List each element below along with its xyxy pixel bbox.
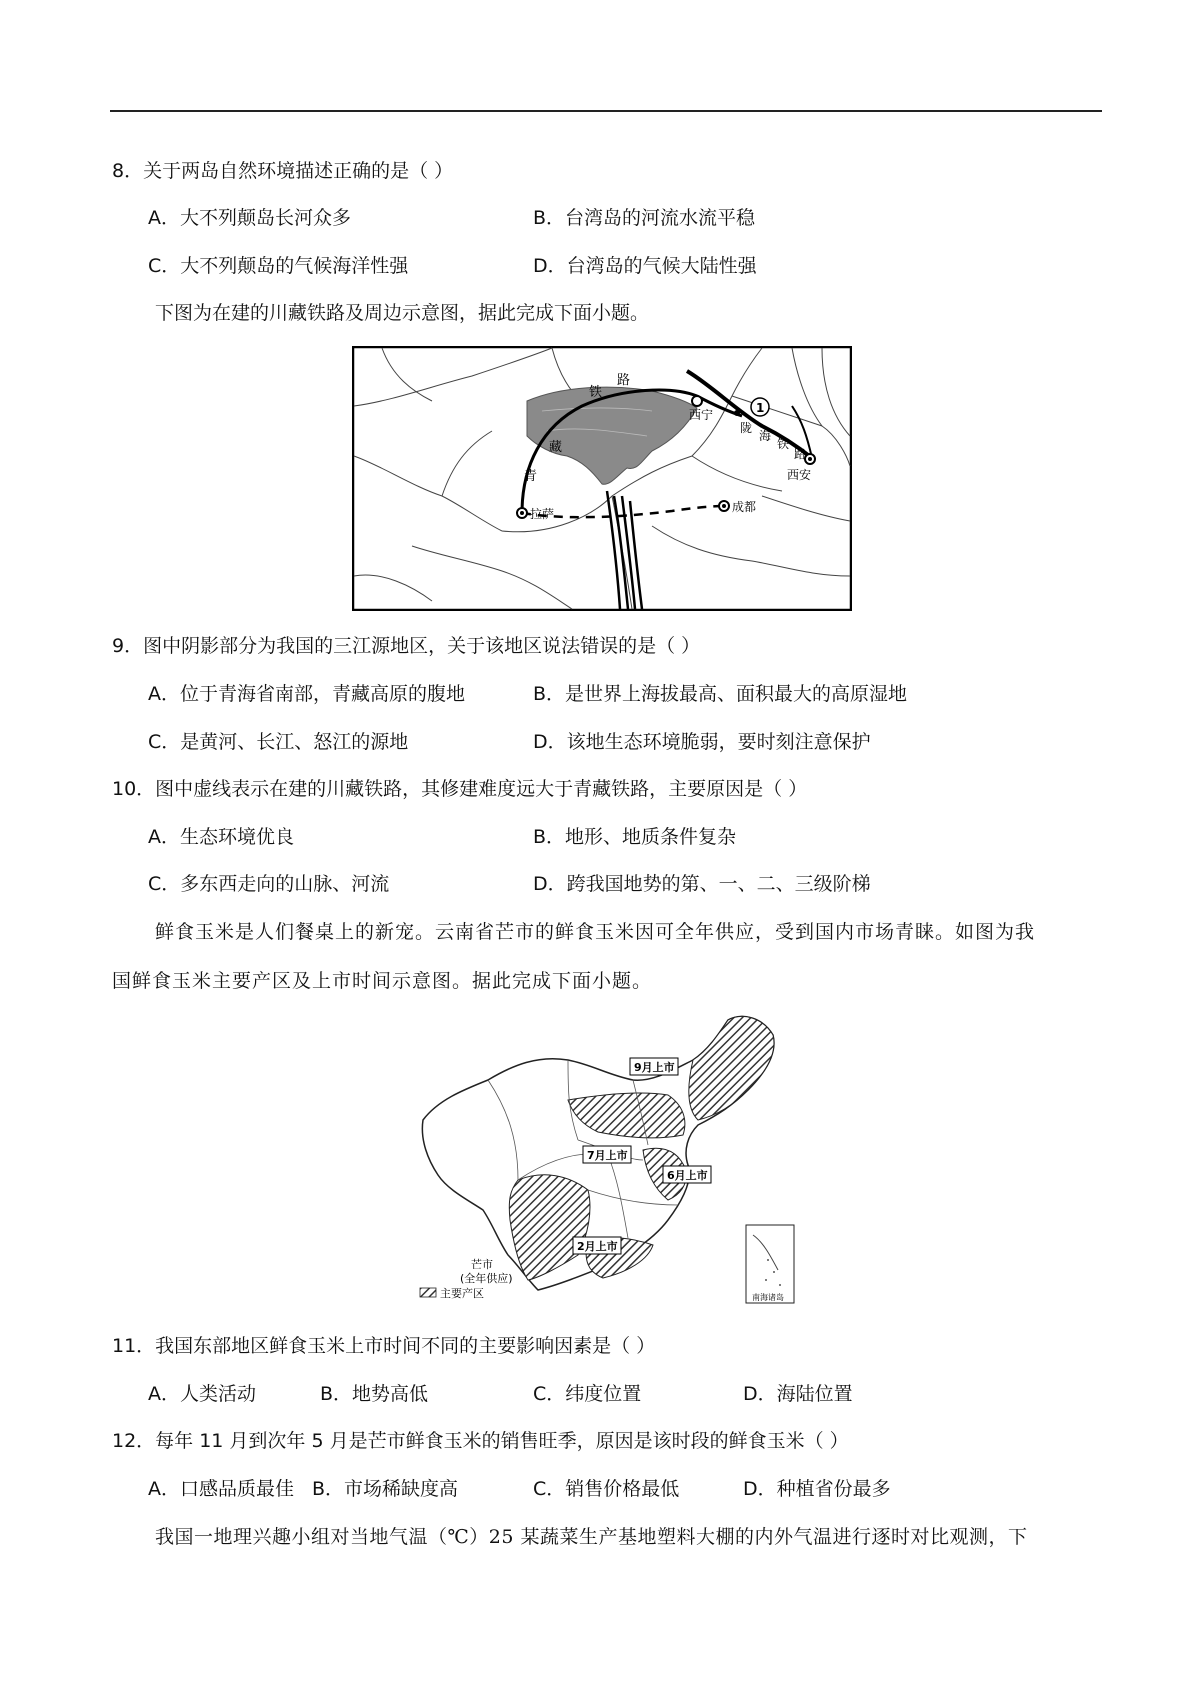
label-lhasa: 拉萨	[530, 507, 555, 521]
label-scs: 南海诸岛	[752, 1293, 784, 1302]
q11-option-c[interactable]: C．纬度位置	[533, 1383, 642, 1405]
label-xian: 西安	[787, 468, 812, 482]
intro-corn-line1: 鲜食玉米是人们餐桌上的新宠。云南省芒市的鲜食玉米因可全年供应，受到国内市场青睐。如图为我	[155, 921, 1036, 943]
label-chengdu: 成都	[732, 500, 757, 514]
label-xining: 西宁	[689, 408, 714, 422]
label-sep: 9月上市	[634, 1061, 675, 1074]
q10-option-a[interactable]: A．生态环境优良	[148, 826, 294, 848]
q9-option-d[interactable]: D．该地生态环境脆弱，要时刻注意保护	[533, 731, 871, 753]
label-tie: 铁	[589, 385, 603, 400]
q10-stem: 10．图中虚线表示在建的川藏铁路，其修建难度远大于青藏铁路，主要原因是（ ）	[112, 778, 808, 800]
label-hai: 海	[759, 429, 772, 443]
q8-stem: 8．关于两岛自然环境描述正确的是（ ）	[112, 160, 454, 182]
label-long: 陇	[740, 421, 753, 435]
q8-option-b[interactable]: B．台湾岛的河流水流平稳	[533, 207, 756, 229]
q9-stem: 9．图中阴影部分为我国的三江源地区，关于该地区说法错误的是（ ）	[112, 635, 701, 657]
label-lu2: 路	[794, 447, 807, 461]
label-jun: 6月上市	[667, 1169, 708, 1182]
label-mangshi: 芒市	[471, 1258, 493, 1271]
intro-corn-line2: 国鲜食玉米主要产区及上市时间示意图。据此完成下面小题。	[112, 970, 653, 992]
q8-option-a[interactable]: A．大不列颠岛长河众多	[148, 207, 351, 229]
q8-option-c[interactable]: C．大不列颠岛的气候海洋性强	[148, 255, 409, 277]
label-jul: 7月上市	[587, 1149, 628, 1162]
label-zang: 藏	[549, 440, 563, 455]
rail-map	[352, 346, 852, 615]
q10-option-b[interactable]: B．地形、地质条件复杂	[533, 826, 737, 848]
q11-option-b[interactable]: B．地势高低	[320, 1383, 429, 1405]
label-qing: 青	[524, 469, 538, 484]
q8-option-d[interactable]: D．台湾岛的气候大陆性强	[533, 255, 757, 277]
intro-rail: 下图为在建的川藏铁路及周边示意图，据此完成下面小题。	[155, 302, 650, 324]
south-china-sea-inset	[746, 1225, 794, 1303]
q10-option-c[interactable]: C．多东西走向的山脉、河流	[148, 873, 390, 895]
label-1: 1	[756, 401, 765, 415]
intro-greenhouse: 我国一地理兴趣小组对当地气温（℃）25 某蔬菜生产基地塑料大棚的内外气温进行逐时对比观测，下	[155, 1526, 1028, 1548]
corn-map	[418, 1010, 798, 1312]
q10-option-d[interactable]: D．跨我国地势的第、一、二、三级阶梯	[533, 873, 871, 895]
q12-option-c[interactable]: C．销售价格最低	[533, 1478, 680, 1500]
q12-stem: 12．每年 11 月到次年 5 月是芒市鲜食玉米的销售旺季，原因是该时段的鲜食玉米（ ）	[112, 1430, 849, 1452]
label-year-round: (全年供应)	[460, 1272, 513, 1285]
label-lu: 路	[617, 373, 631, 388]
legend-swatch	[420, 1288, 436, 1297]
q12-option-a[interactable]: A．口感品质最佳	[148, 1478, 294, 1500]
q11-stem: 11．我国东部地区鲜食玉米上市时间不同的主要影响因素是（ ）	[112, 1335, 656, 1357]
label-feb: 2月上市	[577, 1240, 618, 1253]
q9-option-a[interactable]: A．位于青海省南部，青藏高原的腹地	[148, 683, 465, 705]
q9-option-b[interactable]: B．是世界上海拔最高、面积最大的高原湿地	[533, 683, 908, 705]
q12-option-b[interactable]: B．市场稀缺度高	[312, 1478, 459, 1500]
q11-option-a[interactable]: A．人类活动	[148, 1383, 256, 1405]
top-rule	[110, 110, 1102, 112]
q9-option-c[interactable]: C．是黄河、长江、怒江的源地	[148, 731, 409, 753]
q12-option-d[interactable]: D．种植省份最多	[743, 1478, 891, 1500]
label-main-area: 主要产区	[440, 1287, 484, 1300]
label-tie2: 铁	[777, 437, 790, 451]
q11-option-d[interactable]: D．海陆位置	[743, 1383, 853, 1405]
